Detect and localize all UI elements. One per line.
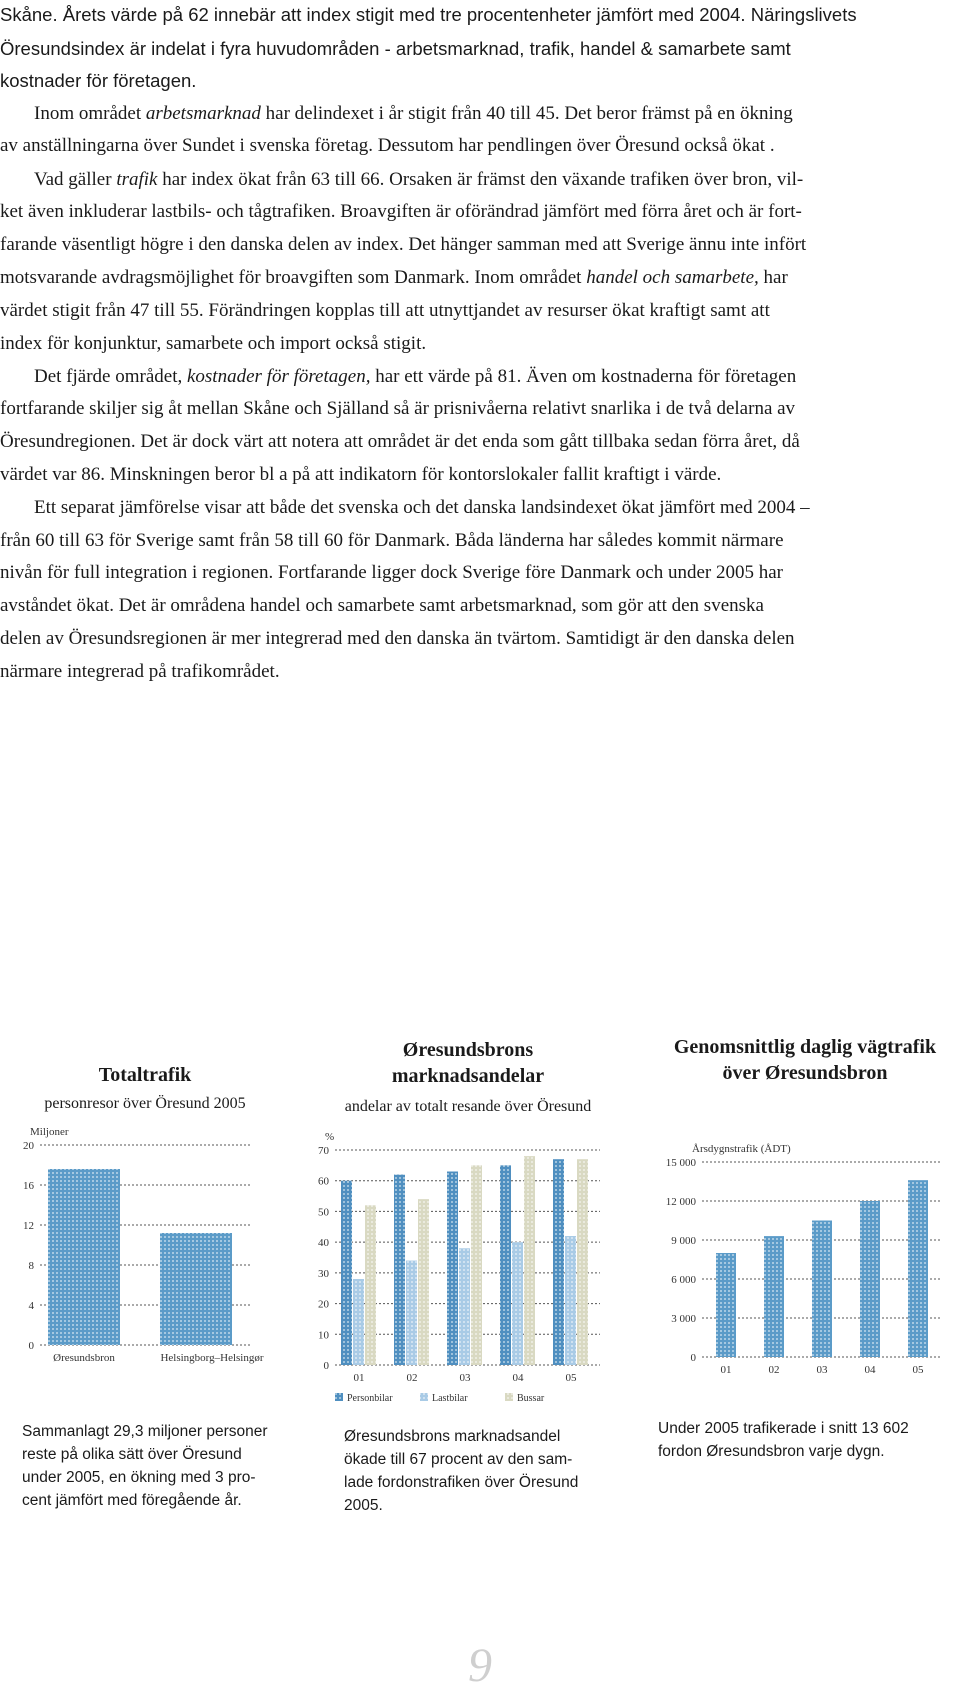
- text-line: fortfarande skiljer sig åt mellan Skåne och Själland så är prisnivåerna relativt snarlika i de två delarna av: [0, 398, 796, 419]
- bar: [48, 1169, 120, 1345]
- bar: [394, 1175, 405, 1365]
- bar: [716, 1253, 736, 1357]
- y-axis-label: Miljoner: [30, 1126, 69, 1138]
- caption-line: Under 2005 trafikerade i snitt 13 602: [658, 1420, 909, 1437]
- text-line: Inom området arbetsmarknad har delindexet i år stigit från 40 till 45. Det beror främst på en ökning: [34, 103, 793, 124]
- text-line: index för konjunktur, samarbete och import också stigit.: [0, 333, 427, 354]
- bar: [471, 1165, 482, 1365]
- caption-line: under 2005, en ökning med 3 pro-: [22, 1469, 256, 1486]
- chart3-caption: [658, 1417, 948, 1463]
- legend-label: Personbilar: [347, 1393, 393, 1404]
- bar: [160, 1233, 232, 1345]
- chart1-subtitle: personresor över Öresund 2005: [44, 1095, 246, 1112]
- caption-line: reste på olika sätt över Öresund: [22, 1446, 242, 1463]
- bar: [365, 1205, 376, 1365]
- chart2-title-line2: marknadsandelar: [391, 1065, 545, 1087]
- text-line: farande väsentligt högre i den danska delen av index. Det hänger samman med att Sverige ännu inte infört: [0, 234, 807, 255]
- text-line: ket även inkluderar lastbils- och tågtrafiken. Broavgiften är oförändrad jämfört med förra året och är fort-: [0, 201, 802, 222]
- legend-swatch: [335, 1393, 343, 1401]
- text-line: kostnader för företagen.: [0, 70, 197, 91]
- chart3-svg: [660, 1130, 960, 1400]
- page-number: 9: [468, 1639, 492, 1692]
- bar: [565, 1236, 576, 1365]
- text-line: värdet stigit från 47 till 55. Förändringen kopplas till att utnyttjandet av resurser ökat kraftigt samt att: [0, 300, 770, 321]
- x-tick-label: 03: [459, 1372, 471, 1384]
- bar: [500, 1165, 511, 1365]
- text-line: Ett separat jämförelse visar att både det svenska och det danska landsindexet ökat jämfört med 2004 –: [34, 497, 810, 518]
- chart3-title: [650, 1034, 960, 1086]
- bar: [418, 1199, 429, 1365]
- bar: [908, 1180, 928, 1357]
- bar: [447, 1172, 458, 1366]
- y-tick-label: 0: [28, 1340, 34, 1352]
- caption-line: Sammanlagt 29,3 miljoner personer: [22, 1423, 268, 1440]
- text-line: Det fjärde området, kostnader för företagen, har ett värde på 81. Även om kostnaderna för företagen: [34, 366, 797, 387]
- y-tick-label: 0: [690, 1352, 696, 1364]
- caption-line: cent jämfört med föregående år.: [22, 1492, 242, 1509]
- bar: [860, 1201, 880, 1357]
- text-line: värdet var 86. Minskningen beror bl a på att indikatorn för kontorslokaler fallit kraftigt i värde.: [0, 464, 722, 485]
- y-tick-label: 15 000: [665, 1157, 696, 1169]
- chart1-title: Totaltrafik: [98, 1064, 192, 1086]
- chart2-subtitle: andelar av totalt resande över Öresund: [344, 1098, 592, 1115]
- bar: [341, 1181, 352, 1365]
- bar: [764, 1236, 784, 1357]
- text-line: nivån för full integration i regionen. Fortfarande ligger dock Sverige före Danmark och under 2005 har: [0, 562, 783, 583]
- x-tick-label: 05: [912, 1364, 924, 1376]
- x-tick-label: 04: [864, 1364, 876, 1376]
- bar: [553, 1159, 564, 1365]
- caption-line: 2005.: [344, 1497, 383, 1514]
- text-line: Skåne. Årets värde på 62 innebär att index stigit med tre procentenheter jämfört med 2004. Näringslivets: [0, 4, 857, 25]
- legend-label: Bussar: [517, 1393, 545, 1404]
- bar: [353, 1279, 364, 1365]
- y-tick-label: 9 000: [671, 1235, 696, 1247]
- legend-swatch: [505, 1393, 513, 1401]
- x-tick-label: 03: [816, 1364, 828, 1376]
- chart2-title: [308, 1037, 628, 1089]
- bar: [577, 1159, 588, 1365]
- y-tick-label: 30: [318, 1267, 329, 1280]
- y-tick-label: 20: [23, 1140, 34, 1152]
- bar: [524, 1156, 535, 1365]
- y-tick-label: 4: [28, 1300, 34, 1312]
- text-line: delen av Öresundsregionen är mer integrerad med den danska än tvärtom. Samtidigt är den danska delen: [0, 628, 795, 649]
- y-tick-label: 3 000: [671, 1313, 696, 1325]
- text-line: Vad gäller trafik har index ökat från 63 till 66. Orsaken är främst den växande trafiken över bron, vil-: [34, 169, 804, 190]
- y-tick-label: 8: [28, 1260, 34, 1272]
- text-line: motsvarande avdragsmöjlighet för broavgiften som Danmark. Inom området handel och samarbete, har: [0, 267, 788, 288]
- x-tick-label: 02: [768, 1364, 780, 1376]
- x-tick-label: 04: [512, 1372, 524, 1384]
- y-tick-label: 10: [318, 1329, 329, 1342]
- x-tick-label: 01: [353, 1372, 365, 1384]
- y-axis-label: %: [325, 1131, 335, 1143]
- y-tick-label: 6 000: [671, 1274, 696, 1286]
- chart3-title-line1: Genomsnittlig daglig vägtrafik: [673, 1036, 937, 1058]
- bar: [812, 1221, 832, 1358]
- text-line: närmare integrerad på trafikområdet.: [0, 661, 280, 682]
- text-line: Öresundsindex är indelat i fyra huvudområden - arbetsmarknad, trafik, handel & samarbete samt: [0, 38, 791, 59]
- caption-line: fordon Øresundsbron varje dygn.: [658, 1443, 885, 1460]
- legend-swatch: [420, 1393, 428, 1401]
- x-tick-label: 02: [406, 1372, 418, 1384]
- caption-line: lade fordonstrafiken över Öresund: [344, 1474, 579, 1491]
- y-axis-label: Årsdygnstrafik (ÅDT): [692, 1143, 791, 1155]
- chart2-title-line1: Øresundsbrons: [402, 1039, 534, 1061]
- y-tick-label: 20: [318, 1298, 329, 1311]
- y-tick-label: 50: [318, 1206, 329, 1219]
- text-line: Öresundregionen. Det är dock värt att notera att området är det enda som gått tillbaka sedan förra året, då: [0, 431, 800, 452]
- x-tick-label: 05: [565, 1372, 577, 1384]
- y-tick-label: 12: [23, 1220, 34, 1232]
- chart3-title-line2: över Øresundsbron: [722, 1062, 888, 1084]
- y-tick-label: 16: [23, 1180, 34, 1192]
- y-tick-label: 12 000: [665, 1196, 696, 1208]
- text-line: från 60 till 63 för Sverige samt från 58 till 60 för Danmark. Båda länderna har således kommit närmare: [0, 530, 784, 551]
- bar: [512, 1242, 523, 1365]
- x-tick-label: Øresundsbron: [53, 1352, 115, 1364]
- x-tick-label: Helsingborg–Helsingør: [160, 1352, 264, 1364]
- caption-line: Øresundsbrons marknadsandel: [344, 1428, 561, 1445]
- chart2-caption: [344, 1425, 614, 1517]
- caption-line: ökade till 67 procent av den sam-: [344, 1451, 573, 1468]
- legend-label: Lastbilar: [432, 1393, 468, 1404]
- x-tick-label: 01: [720, 1364, 732, 1376]
- text-line: av anställningarna över Sundet i svenska företag. Dessutom har pendlingen över Öresund också ökat .: [0, 135, 775, 156]
- y-tick-label: 0: [323, 1360, 329, 1372]
- y-tick-label: 70: [318, 1145, 329, 1157]
- chart1-svg: [0, 1120, 290, 1400]
- bar: [406, 1261, 417, 1365]
- y-tick-label: 60: [318, 1175, 329, 1188]
- chart1-caption: [22, 1420, 282, 1512]
- text-line: avståndet ökat. Det är områdena handel och samarbete samt arbetsmarknad, som gör att den svenska: [0, 595, 764, 616]
- bar: [459, 1248, 470, 1365]
- y-tick-label: 40: [318, 1237, 329, 1250]
- chart2-svg: [315, 1125, 615, 1415]
